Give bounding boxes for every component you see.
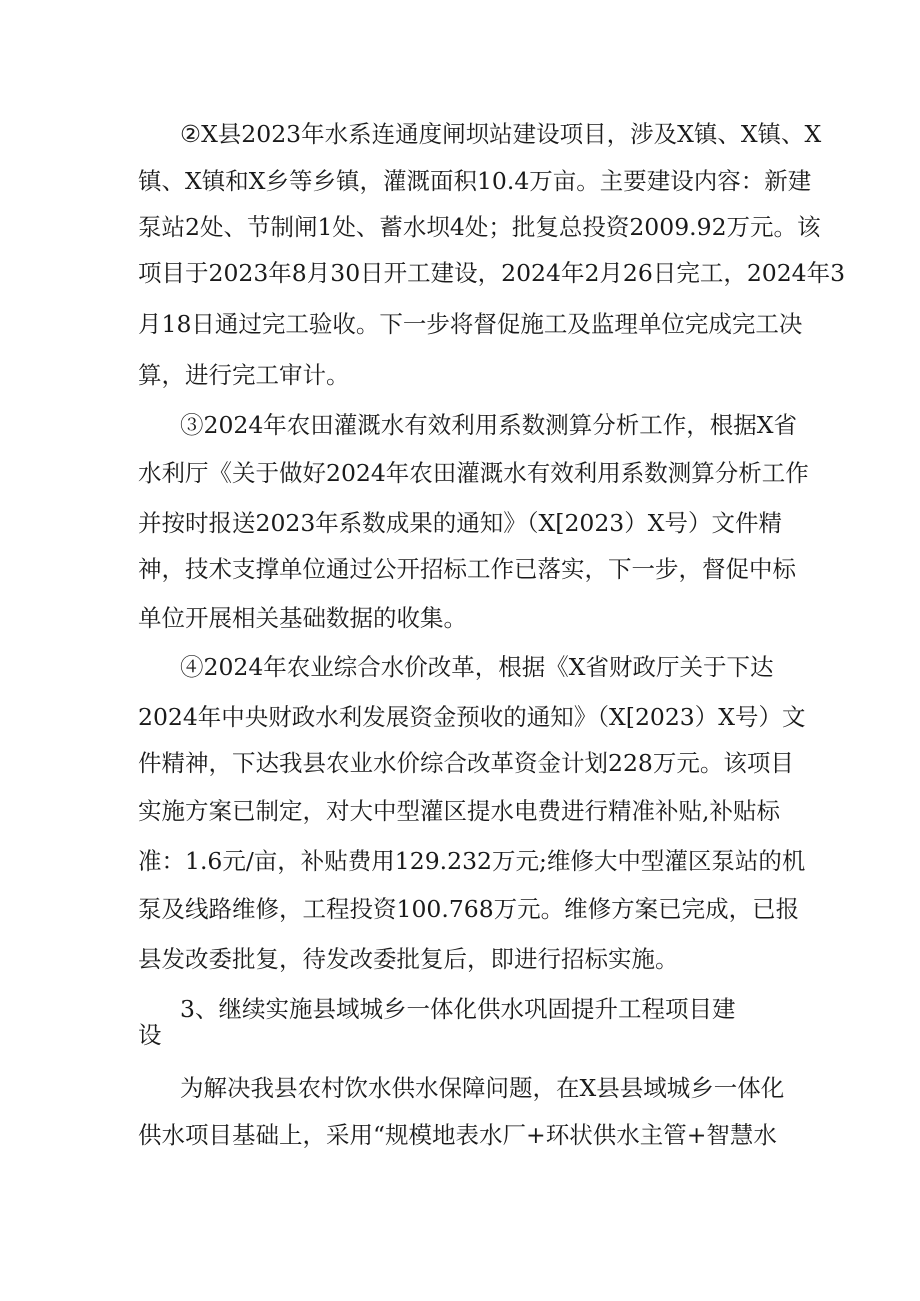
text-line: 泵站2处、节制闸1处、蓄水坝4处；批复总投资2009.92万元。该 — [138, 213, 821, 241]
text-line: ②X县2023年水系连通度闸坝站建设项目，涉及X镇、X镇、X — [180, 120, 822, 148]
text-line: 设 — [138, 1021, 162, 1049]
text-line: ③2024年农田灌溉水有效利用系数测算分析工作，根据X省 — [180, 411, 798, 439]
text-line: 件精神，下达我县农业水价综合改革资金计划228万元。该项目 — [138, 749, 794, 777]
text-line: 算，进行完工审计。 — [138, 361, 350, 389]
text-line: ④2024年农业综合水价改革，根据《X省财政厅关于下达 — [180, 653, 774, 681]
text-line: 镇、X镇和X乡等乡镇，灌溉面积10.4万亩。主要建设内容：新建 — [138, 167, 812, 195]
text-line: 3、继续实施县域城乡一体化供水巩固提升工程项目建 — [180, 995, 736, 1023]
text-line: 实施方案已制定，对大中型灌区提水电费进行精准补贴,补贴标 — [138, 797, 780, 825]
text-line: 月18日通过完工验收。下一步将督促施工及监理单位完成完工决 — [138, 310, 803, 338]
text-line: 2024年中央财政水利发展资金预收的通知》（X[2023）X号）文 — [138, 703, 806, 731]
text-line: 泵及线路维修，工程投资100.768万元。维修方案已完成，已报 — [138, 895, 800, 923]
text-line: 准：1.6元/亩，补贴费用129.232万元;维修大中型灌区泵站的机 — [138, 847, 806, 875]
text-line: 并按时报送2023年系数成果的通知》（X[2023）X号）文件精 — [138, 509, 782, 537]
text-line: 县发改委批复，待发改委批复后，即进行招标实施。 — [138, 945, 679, 973]
text-line: 供水项目基础上，采用“规模地表水厂+环状供水主管+智慧水 — [138, 1121, 777, 1149]
text-line: 水利厅《关于做好2024年农田灌溉水有效利用系数测算分析工作 — [138, 459, 809, 487]
text-line: 项目于2023年8月30日开工建设，2024年2月26日完工，2024年3 — [138, 259, 846, 287]
text-line: 为解决我县农村饮水供水保障问题，在X县县域城乡一体化 — [180, 1074, 785, 1102]
text-line: 神，技术支撑单位通过公开招标工作已落实，下一步，督促中标 — [138, 555, 796, 583]
text-line: 单位开展相关基础数据的收集。 — [138, 604, 467, 632]
